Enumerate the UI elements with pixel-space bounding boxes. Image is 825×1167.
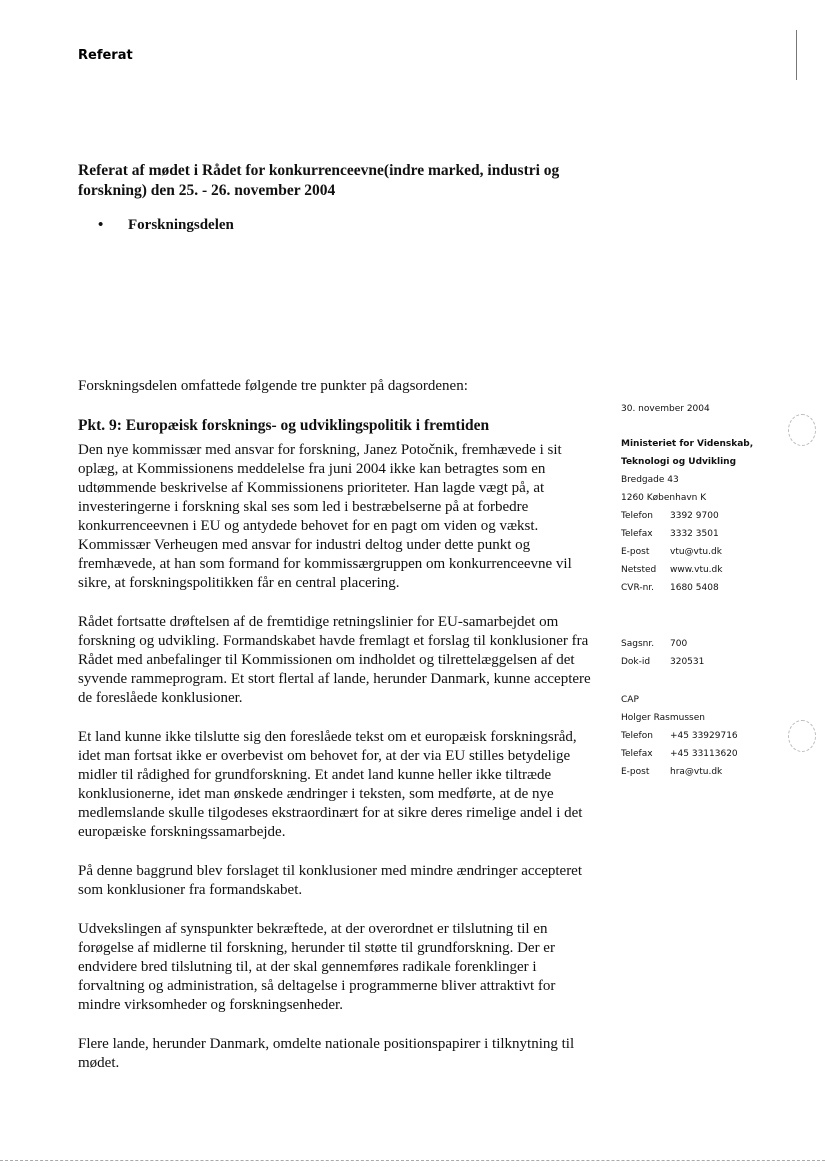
case-row: Dok-id 320531 <box>621 657 705 667</box>
person-contact-row: E-post hra@vtu.dk <box>621 767 723 777</box>
section-heading: Pkt. 9: Europæisk forsknings- og udviklingspolitik i fremtiden <box>78 417 490 434</box>
contact-row: CVR-nr. 1680 5408 <box>621 583 719 593</box>
address-line: 1260 København K <box>621 493 707 503</box>
person-contact-row: Telefax +45 33113620 <box>621 749 738 759</box>
person-contact-row: Telefon +45 33929716 <box>621 731 738 741</box>
scan-edge-mark <box>796 30 807 80</box>
org-name-line1: Ministeriet for Videnskab, <box>621 439 754 449</box>
intro-paragraph: Forskningsdelen omfattede følgende tre punkter på dagsordenen: <box>78 378 468 394</box>
org-name-line2: Teknologi og Udvikling <box>621 457 737 467</box>
bullet-icon: • <box>98 217 104 233</box>
paragraph: Den nye kommissær med ansvar for forskning, Janez Potočnik, fremhævede i sit oplæg, at Kommissionens meddelelse fra juni 2004 ikke kan betragtes som en udtømmende beskrivelse af Kommissionens prioriteter. Han lagde vægt på, at investeringerne i forskning skal ses som led i bestræbelserne på at forbedre konkurrenceevnen i EU og antydede behovet for en pagt om viden og vækst. Kommissær Verheugen med ansvar for industri deltog under dette punkt og fremhævede, at han som formand for kommissærgruppen om konkurrenceevne vil sikre, at forskningspolitikken får en central placering. <box>78 442 572 591</box>
initials: CAP <box>621 695 639 705</box>
header-label: Referat <box>78 48 133 63</box>
contact-person: Holger Rasmussen <box>621 713 705 723</box>
address-line: Bredgade 43 <box>621 475 679 485</box>
paragraph: Et land kunne ikke tilslutte sig den foreslåede tekst om et europæisk forskningsråd, idet man fortsat ikke er overbevist om behovet for, at der via EU stilles betydelige midler til rådighed for grundforskning. Et andet land kunne heller ikke tiltræde konklusionerne, idet man ønskede ændringer i teksten, som medførte, at de nye medlemslande skulle tilgodeses ekstraordinært for at sikre deres rimelige andel i det europæiske forskningssamarbejde. <box>78 729 583 840</box>
paragraph: På denne baggrund blev forslaget til konklusioner med mindre ændringer accepteret som konklusioner fra formandskabet. <box>78 863 583 898</box>
case-row: Sagsnr. 700 <box>621 639 688 649</box>
contact-row: E-post vtu@vtu.dk <box>621 547 722 557</box>
contact-row: Netsted www.vtu.dk <box>621 565 723 575</box>
paragraph: Flere lande, herunder Danmark, omdelte nationale positionspapirer i tilknytning til mødet. <box>78 1036 575 1071</box>
document-title: Referat af mødet i Rådet for konkurrenceevne(indre marked, industri og forskning) den 25. - 26. november 2004 <box>78 162 560 199</box>
body-text <box>78 377 598 1093</box>
punch-hole-mark <box>788 720 816 752</box>
scan-bottom-edge <box>0 1160 825 1162</box>
contact-row: Telefax 3332 3501 <box>621 529 719 539</box>
bullet-text: Forskningsdelen <box>128 217 234 233</box>
paragraph: Udvekslingen af synspunkter bekræftede, at der overordnet er tilslutning til en forøgelse af midlerne til forskning, herunder til støtte til grundforskning. Der er endvidere bred tilslutning til, at der skal gennemføres radikale forenklinger i forvaltning og administration, så deltagelse i programmerne bliver attraktivt for mindre virksomheder og forskningsenheder. <box>78 921 556 1013</box>
contact-row: Telefon 3392 9700 <box>621 511 719 521</box>
document-date: 30. november 2004 <box>621 404 710 414</box>
paragraph: Rådet fortsatte drøftelsen af de fremtidige retningslinier for EU-samarbejdet om forskning og udvikling. Formandskabet havde fremlagt et forslag til konklusioner fra Rådet med anbefalinger til Kommissionen om indholdet og tilrettelæggelsen af det syvende rammeprogram. Et stort flertal af lande, herunder Danmark, kunne acceptere de foreslåede konklusioner. <box>78 614 591 706</box>
punch-hole-mark <box>788 414 816 446</box>
bullet-item <box>98 217 234 234</box>
